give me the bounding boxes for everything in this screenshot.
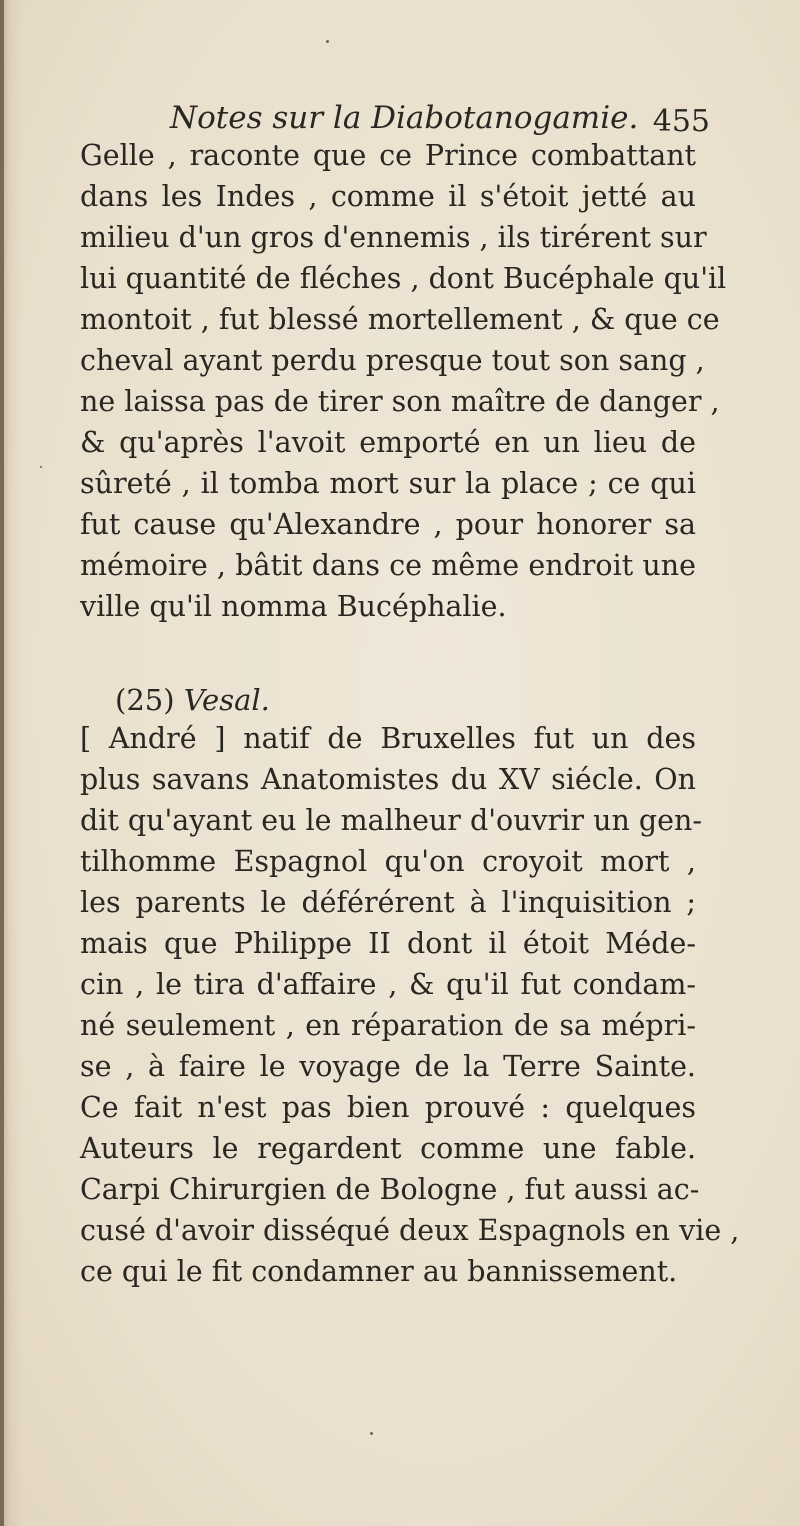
text-line: mémoire , bâtit dans ce même endroit une: [80, 549, 696, 582]
text-line: Ce fait n'est pas bien prouvé : quelques: [80, 1091, 696, 1124]
text-line: plus savans Anatomistes du XV siécle. On: [80, 763, 696, 796]
text-line: Gelle , raconte que ce Prince combattant: [80, 139, 696, 172]
running-title: Notes sur la Diabotanogamie.: [170, 100, 639, 136]
text-line: ce qui le fit condamner au bannissement.: [80, 1255, 678, 1288]
text-line: montoit , fut blessé mortellement , & que ce: [80, 303, 720, 336]
text-line: se , à faire le voyage de la Terre Sainte.: [80, 1050, 696, 1083]
page-number: 455: [652, 104, 710, 139]
note-number: (25): [115, 683, 175, 717]
text-line: dans les Indes , comme il s'étoit jetté au: [80, 180, 696, 213]
text-line: Auteurs le regardent comme une fable.: [80, 1132, 696, 1165]
text-line: dit qu'ayant eu le malheur d'ouvrir un gen-: [80, 804, 702, 837]
paper-speck: [40, 466, 42, 468]
text-line: cin , le tira d'affaire , & qu'il fut condam-: [80, 968, 696, 1001]
text-line: cusé d'avoir disséqué deux Espagnols en vie ,: [80, 1214, 740, 1247]
text-line: ville qu'il nomma Bucéphalie.: [80, 590, 507, 623]
text-line: & qu'après l'avoit emporté en un lieu de: [80, 426, 696, 459]
text-line: milieu d'un gros d'ennemis , ils tirérent sur: [80, 221, 707, 254]
note-heading: [115, 680, 270, 720]
text-line: né seulement , en réparation de sa mépri-: [80, 1009, 696, 1042]
text-line: Carpi Chirurgien de Bologne , fut aussi ac-: [80, 1173, 700, 1206]
text-line: ne laissa pas de tirer son maître de danger ,: [80, 385, 720, 418]
text-line: cheval ayant perdu presque tout son sang ,: [80, 344, 705, 377]
note-name: Vesal.: [183, 683, 270, 717]
paper-speck: [370, 1432, 373, 1435]
paper-speck: [326, 40, 329, 43]
book-spine-edge: [0, 0, 4, 1526]
text-line: les parents le déférérent à l'inquisition ;: [80, 886, 696, 919]
text-line: tilhomme Espagnol qu'on croyoit mort ,: [80, 845, 696, 878]
text-line: mais que Philippe II dont il étoit Méde-: [80, 927, 696, 960]
text-line: sûreté , il tomba mort sur la place ; ce qui: [80, 467, 696, 500]
text-line: lui quantité de fléches , dont Bucéphale qu'il: [80, 262, 727, 295]
text-line: [ André ] natif de Bruxelles fut un des: [80, 722, 696, 755]
text-line: fut cause qu'Alexandre , pour honorer sa: [80, 508, 696, 541]
